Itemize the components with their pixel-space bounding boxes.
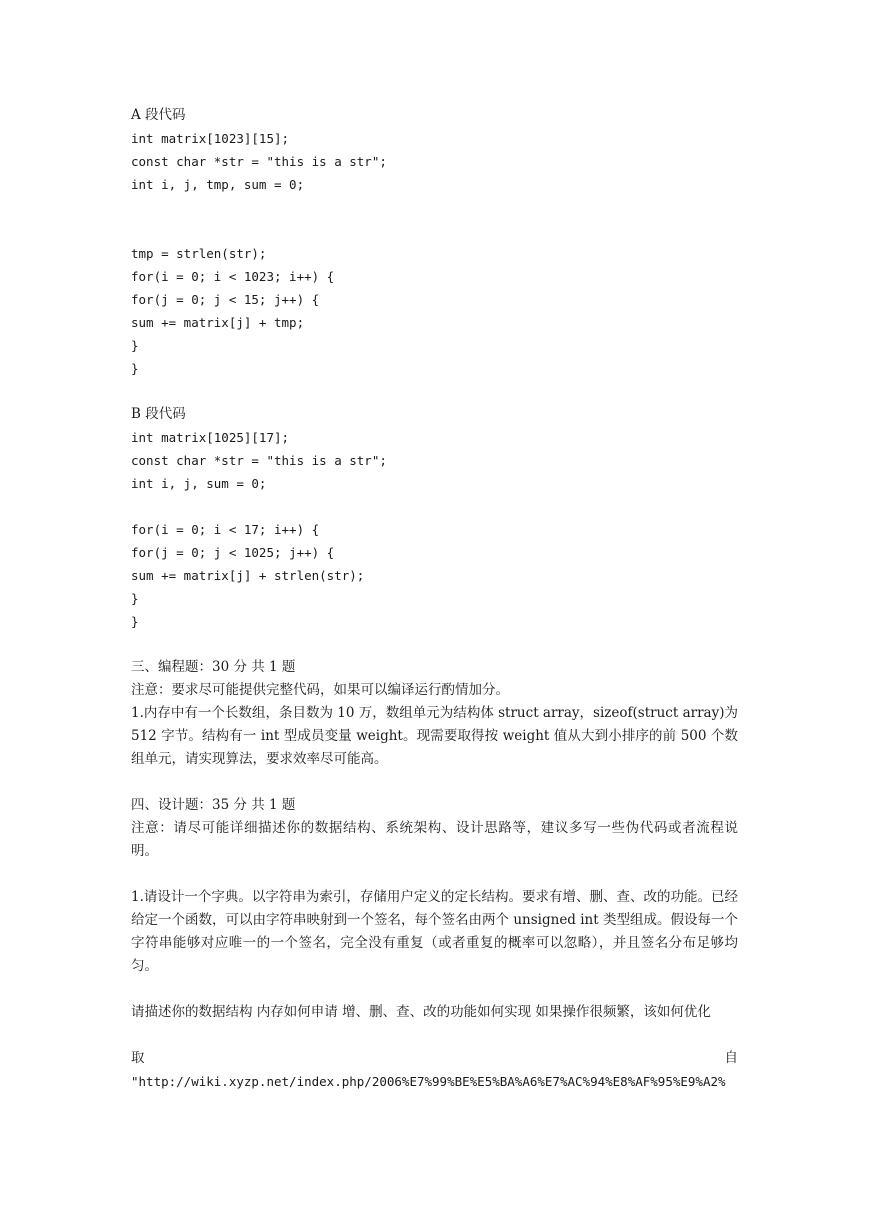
spacer xyxy=(131,863,738,886)
spacer xyxy=(131,380,738,403)
design-note: 注意：请尽可能详细描述你的数据结构、系统架构、设计思路等，建议多写一些伪代码或者流程说明。 xyxy=(131,820,738,859)
code-line: int matrix[1023][15]; xyxy=(131,131,290,146)
code-line: } xyxy=(131,338,139,353)
source-label-left: 取 xyxy=(131,1050,145,1066)
section-b-code xyxy=(131,426,738,633)
document-content xyxy=(131,104,738,1093)
code-line: for(j = 0; j < 1025; j++) { xyxy=(131,545,335,560)
code-line: } xyxy=(131,614,139,629)
section-a-code xyxy=(131,127,738,380)
code-line: int matrix[1025][17]; xyxy=(131,430,290,445)
code-line-blank xyxy=(131,219,738,242)
code-line: int i, j, sum = 0; xyxy=(131,476,267,491)
source-line xyxy=(131,1047,738,1070)
code-line-blank xyxy=(131,196,738,219)
section-b-title: B 段代码 xyxy=(131,406,186,422)
design-heading: 四、设计题：35 分 共 1 题 xyxy=(131,797,296,813)
code-line: } xyxy=(131,591,139,606)
spacer xyxy=(131,633,738,656)
code-line: for(j = 0; j < 15; j++) { xyxy=(131,292,320,307)
code-line: int i, j, tmp, sum = 0; xyxy=(131,177,305,192)
spacer xyxy=(131,771,738,794)
code-line-blank xyxy=(131,495,738,518)
code-line: for(i = 0; i < 1023; i++) { xyxy=(131,269,335,284)
section-a-title: A 段代码 xyxy=(131,107,186,123)
programming-heading: 三、编程题：30 分 共 1 题 xyxy=(131,659,296,675)
source-url: "http://wiki.xyzp.net/index.php/2006%E7%99%BE%E5%BA%A6%E7%AC%94%E8%AF%95%E9%A2% xyxy=(131,1074,726,1089)
programming-note: 注意：要求尽可能提供完整代码，如果可以编译运行酌情加分。 xyxy=(131,682,509,698)
code-line: } xyxy=(131,361,139,376)
source-label-right: 自 xyxy=(724,1050,738,1066)
code-line: const char *str = "this is a str"; xyxy=(131,154,387,169)
spacer xyxy=(131,1024,738,1047)
design-question: 1.请设计一个字典。以字符串为索引，存储用户定义的定长结构。要求有增、删、查、改的功能。已经给定一个函数，可以由字符串映射到一个签名，每个签名由两个 unsigned int 类型组成。假设每一个字符串能够对应唯一的一个签名，完全没有重复（或者重复的概率可以忽略），并且签名分布足够均匀。 xyxy=(131,889,738,974)
code-line: for(i = 0; i < 17; i++) { xyxy=(131,522,320,537)
code-line: const char *str = "this is a str"; xyxy=(131,453,387,468)
design-followup: 请描述你的数据结构 内存如何申请 增、删、查、改的功能如何实现 如果操作很频繁，该如何优化 xyxy=(131,1004,711,1020)
code-line: tmp = strlen(str); xyxy=(131,246,267,261)
spacer xyxy=(131,978,738,1001)
code-line: sum += matrix[j] + tmp; xyxy=(131,315,305,330)
code-line: sum += matrix[j] + strlen(str); xyxy=(131,568,365,583)
programming-question: 1.内存中有一个长数组，条目数为 10 万，数组单元为结构体 struct array，sizeof(struct array)为 512 字节。结构有一 int 型成员变量 weight。现需要取得按 weight 值从大到小排序的前 500 个数组单元，请实现算法，要求效率尽可能高。 xyxy=(131,705,738,767)
